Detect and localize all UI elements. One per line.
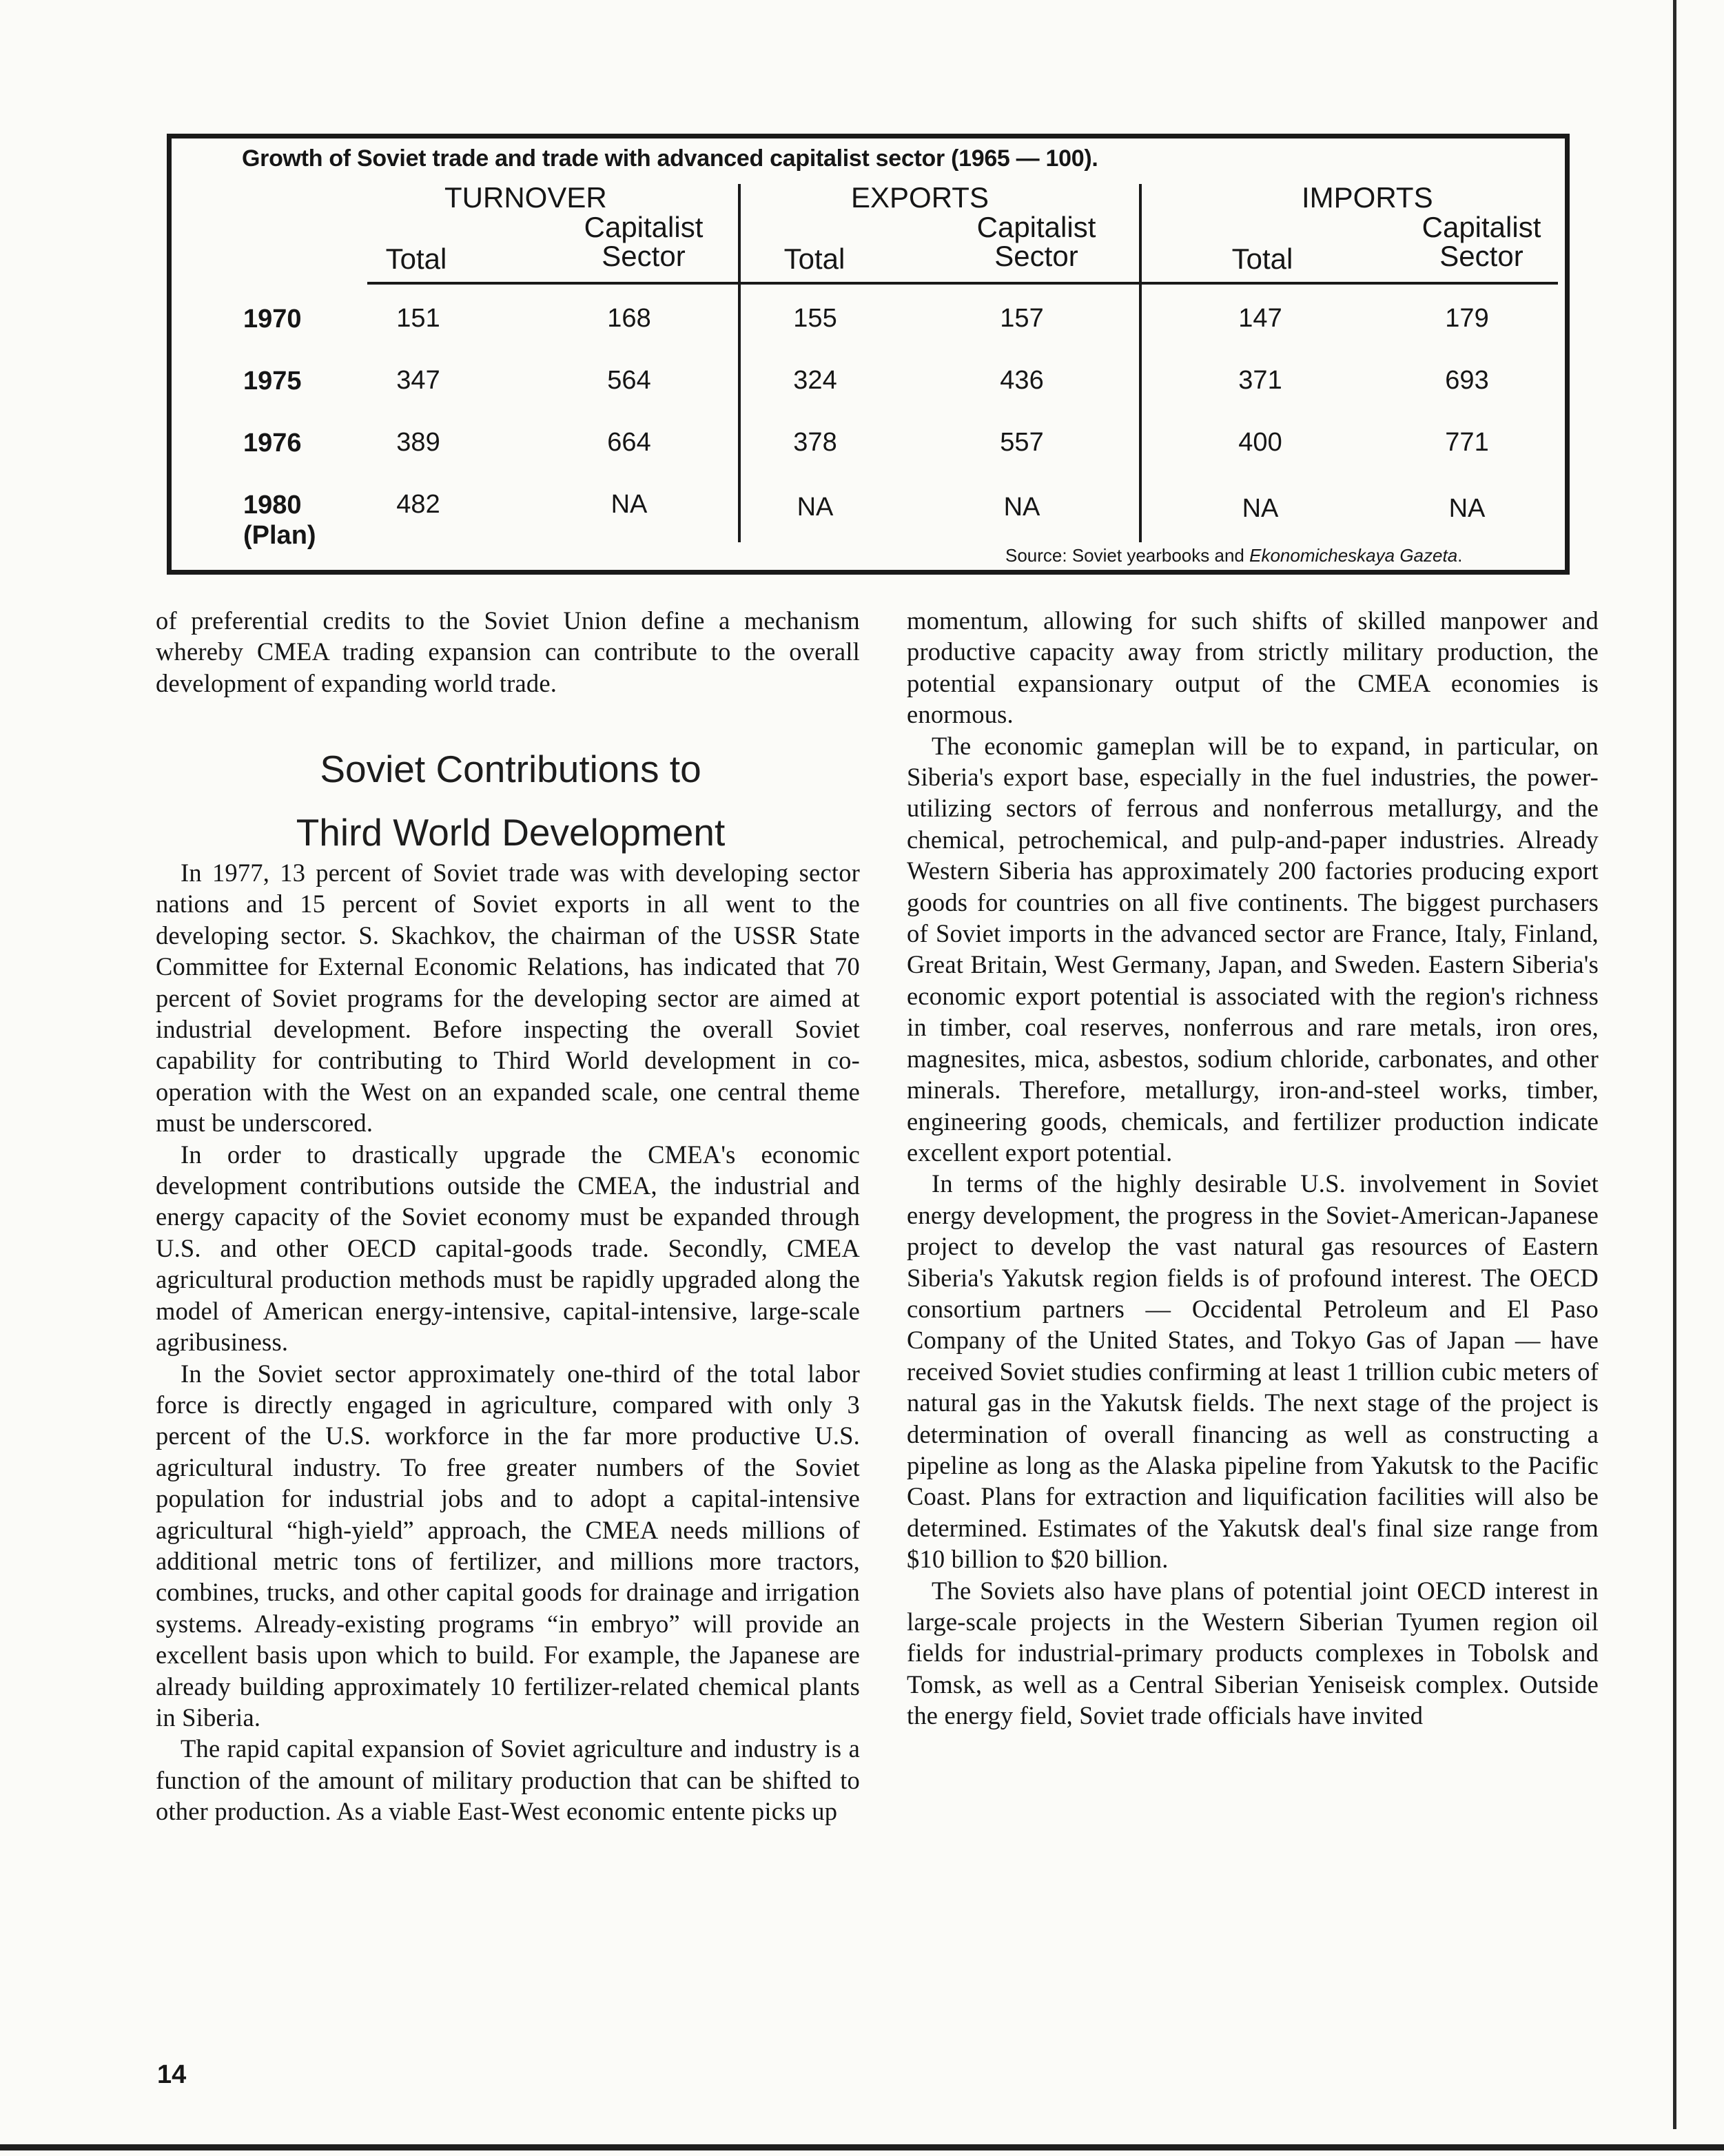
turnover-header: TURNOVER xyxy=(444,181,607,214)
table-cell: NA xyxy=(797,493,834,522)
table-cell: NA xyxy=(1003,493,1040,522)
table-cell: 179 xyxy=(1445,304,1489,333)
page-edge-right xyxy=(1673,0,1676,2129)
column-divider-2 xyxy=(1139,184,1142,542)
table-cell: 378 xyxy=(793,428,837,457)
table-caption: Growth of Soviet trade and trade with advanced capitalist sector (1965 — 100). xyxy=(242,145,1098,172)
row-label-1976: 1976 xyxy=(243,429,302,458)
row-label-1975: 1975 xyxy=(243,367,302,396)
paragraph: In terms of the highly desirable U.S. involvement in Soviet energy development, the progress in the Soviet-American-Japanese project to develop the vast natural gas resources of Eastern Siberia's Yakutsk region fields is of profound interest. The OECD consortium partners — Occidental Petroleum and El Paso Company of the United States, and Tokyo Gas of Japan — have received Soviet studies confirming at least 1 trillion cubic meters of natural gas in the Yakutsk fields. The next stage of the project is determination of overall financing as well as constructing a pipeline as long as the Alaska pipeline from Yakutsk to the Pacific Coast. Plans for extraction and liquification facilities will also be determined. Estimates of the Yakutsk deal's final size range from $10 billion to $20 billion. xyxy=(907,1169,1599,1574)
paragraph: In the Soviet sector approximately one-third of the total labor force is directly engaged in agriculture, compared with only 3 percent of the U.S. workforce in the far more productive U.S. agricultural industry. To free greater numbers of the Soviet population for industrial jobs and to adopt a capital-intensive agricultural “high-yield” approach, the CMEA needs millions of additional metric tons of fertilizer, and millions more tractors, combines, trucks, and other capital goods for drainage and irrigation systems. Already-existing programs “in embryo” will provide an excellent basis upon which to build. For example, the Japanese are already building approximately 10 fertilizer-related chemical plants in Siberia. xyxy=(156,1359,860,1732)
intro-paragraph: of preferential credits to the Soviet Union define a mechanism whereby CMEA trading expansion can contribute to the overall development of expanding world trade. xyxy=(156,606,860,697)
table-source-note: Source: Soviet yearbooks and Ekonomicheskaya Gazeta. xyxy=(1005,545,1463,566)
table-cell: 168 xyxy=(607,304,651,333)
right-column-body xyxy=(907,605,1599,1732)
imports-capitalist-header: Capitalist Sector xyxy=(1422,211,1541,272)
header-rule xyxy=(367,282,1558,285)
paragraph: In order to drastically upgrade the CMEA's economic development contributions outside the CMEA, the industrial and energy capacity of the Soviet economy must be expanded through U.S. and other OECD capital-goods trade. Secondly, CMEA agricultural production methods must be rapidly upgraded along the model of American energy-intensive, capital-intensive, large-scale agribusiness. xyxy=(156,1140,860,1357)
paragraph: In 1977, 13 percent of Soviet trade was with developing sector nations and 15 percent of Soviet exports in all went to the developing sector. S. Skachkov, the chairman of the USSR State Committee for External Economic Relations, has indicated that 70 percent of Soviet programs for the developing sector are aimed at industrial development. Before inspecting the overall Soviet capability for contributing to Third World development in co-operation with the West on an expanded scale, one central theme must be underscored. xyxy=(156,859,860,1138)
imports-total-header: Total xyxy=(1231,243,1293,275)
table-cell: 564 xyxy=(607,366,651,395)
table-cell: NA xyxy=(1242,494,1279,523)
table-cell: 557 xyxy=(1000,428,1044,457)
table-cell: 400 xyxy=(1238,428,1282,457)
imports-header: IMPORTS xyxy=(1302,181,1433,214)
table-cell: 436 xyxy=(1000,366,1044,395)
table-cell: 155 xyxy=(793,304,837,333)
left-column-body xyxy=(156,857,860,1827)
row-label-1980: 1980 (Plan) xyxy=(243,491,316,550)
table-cell: 157 xyxy=(1000,304,1044,333)
exports-total-header: Total xyxy=(783,243,845,275)
table-cell: 693 xyxy=(1445,366,1489,395)
table-cell: 482 xyxy=(396,490,440,519)
turnover-total-header: Total xyxy=(385,243,447,275)
exports-header: EXPORTS xyxy=(851,181,989,214)
page-number: 14 xyxy=(157,2060,187,2089)
left-column-intro xyxy=(156,605,860,699)
table-cell: 147 xyxy=(1238,304,1282,333)
heading-line-1: Soviet Contributions to xyxy=(320,748,701,790)
table-cell: NA xyxy=(610,490,648,519)
row-label-1970: 1970 xyxy=(243,305,302,333)
table-cell: 151 xyxy=(396,304,440,333)
trade-growth-table xyxy=(167,134,1570,575)
paragraph: The economic gameplan will be to expand, in particular, on Siberia's export base, especially in the fuel industries, the power-utilizing sectors of ferrous and nonferrous metallurgy, and the chemical, petrochemical, and pulp-and-paper industries. Already Western Siberia has approximately 200 factories producing export goods for countries on all five continents. The biggest purchasers of Soviet imports in the advanced sector are France, Italy, Finland, Great Britain, West Germany, Japan, and Sweden. Eastern Siberia's economic export potential is associated with the region's richness in timber, coal reserves, nonferrous and rare metals, iron ores, magnesites, mica, asbestos, sodium chloride, carbonates, and other minerals. Therefore, metallurgy, iron-and-steel works, timber, engineering goods, chemicals, and fertilizer production indicate excellent export potential. xyxy=(907,731,1599,1167)
table-cell: 371 xyxy=(1238,366,1282,395)
table-cell: 347 xyxy=(396,366,440,395)
table-cell: 389 xyxy=(396,428,440,457)
section-heading xyxy=(156,737,865,864)
table-cell: 771 xyxy=(1445,428,1489,457)
column-divider-1 xyxy=(738,184,741,542)
exports-capitalist-header: Capitalist Sector xyxy=(976,211,1096,272)
turnover-capitalist-header: Capitalist Sector xyxy=(584,211,704,272)
paragraph: The rapid capital expansion of Soviet agriculture and industry is a function of the amount of military production that can be shifted to other production. As a viable East-West economic entente picks up xyxy=(156,1734,860,1826)
paragraph: The Soviets also have plans of potential joint OECD interest in large-scale projects in the Western Siberian Tyumen region oil fields for industrial-primary products complexes in Tobolsk and Tomsk, as well as a Central Siberian Yeniseisk complex. Outside the energy field, Soviet trade officials have invited xyxy=(907,1576,1599,1730)
table-cell: 664 xyxy=(607,428,651,457)
heading-line-2: Third World Development xyxy=(296,811,726,854)
paragraph: momentum, allowing for such shifts of skilled manpower and productive capacity away from strictly military production, the potential expansionary output of the CMEA economies is enormous. xyxy=(907,606,1599,729)
page-edge-bottom xyxy=(0,2144,1724,2150)
table-cell: 324 xyxy=(793,366,837,395)
table-cell: NA xyxy=(1448,494,1486,523)
